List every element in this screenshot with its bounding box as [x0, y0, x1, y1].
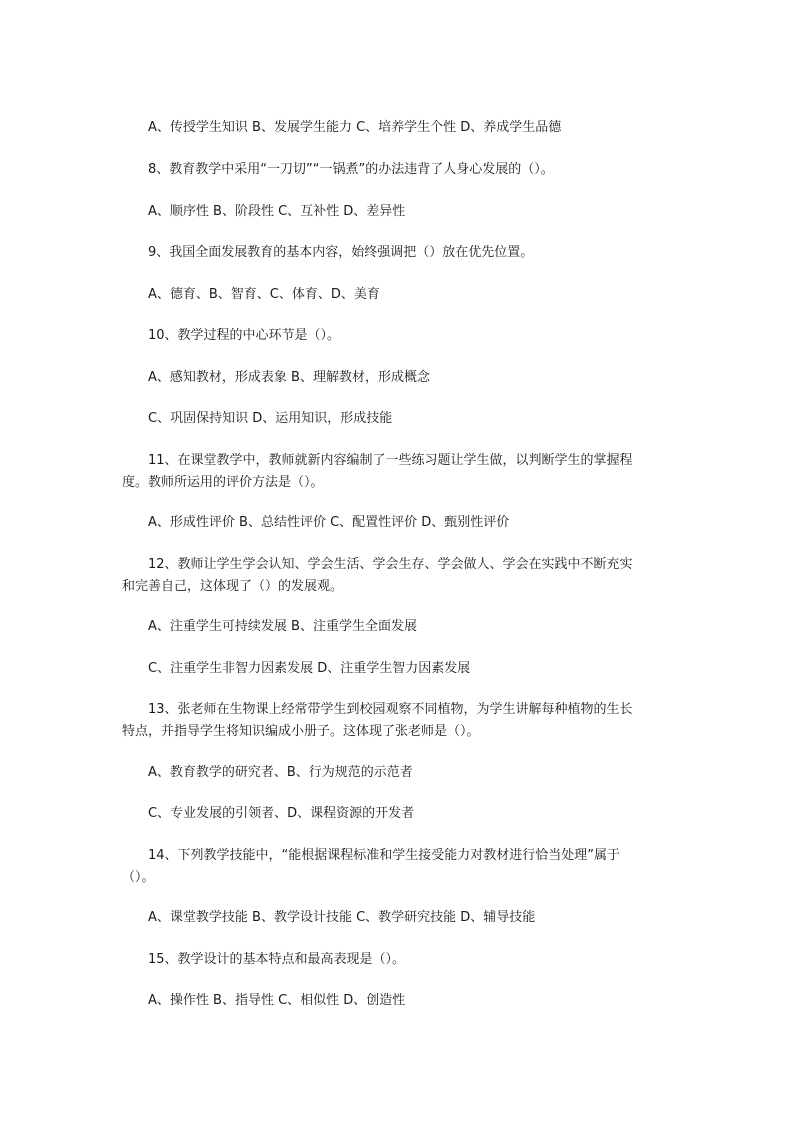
q9-question: 9、我国全面发展教育的基本内容，始终强调把（）放在优先位置。	[148, 245, 534, 260]
q14-question	[122, 845, 678, 889]
q15-question: 15、教学设计的基本特点和最高表现是（）。	[148, 952, 406, 967]
q14-line-1: 14、下列教学技能中，“能根据课程标准和学生接受能力对教材进行恰当处理”属于	[148, 848, 621, 863]
q14-line-2: （）。	[122, 870, 155, 885]
q11-line-2: 度。教师所运用的评价方法是（）。	[122, 475, 324, 490]
q11-question	[122, 450, 678, 494]
q10-options-cd: C、巩固保持知识 D、运用知识，形成技能	[148, 411, 393, 426]
q8-options: A、顺序性 B、阶段性 C、互补性 D、差异性	[148, 204, 406, 219]
q7-options: A、传授学生知识 B、发展学生能力 C、培养学生个性 D、养成学生品德	[148, 120, 562, 135]
q11-line-1: 11、在课堂教学中，教师就新内容编制了一些练习题让学生做，以判断学生的掌握程	[148, 453, 633, 468]
q13-line-2: 特点，并指导学生将知识编成小册子。这体现了张老师是（）。	[122, 724, 480, 739]
q12-options-cd: C、注重学生非智力因素发展 D、注重学生智力因素发展	[148, 661, 471, 676]
q11-options: A、形成性评价 B、总结性评价 C、配置性评价 D、甄别性评价	[148, 515, 510, 530]
q12-question	[122, 554, 678, 598]
q12-line-2: 和完善自己，这体现了（）的发展观。	[122, 579, 344, 594]
q14-options: A、课堂教学技能 B、教学设计技能 C、教学研究技能 D、辅导技能	[148, 910, 536, 925]
q8-question: 8、教育教学中采用“一刀切”“一锅煮”的办法违背了人身心发展的（）。	[148, 162, 554, 177]
q9-options: A、德育、B、智育、C、体育、D、美育	[148, 287, 380, 302]
q13-question	[122, 699, 678, 743]
q13-line-1: 13、张老师在生物课上经常带学生到校园观察不同植物，为学生讲解每种植物的生长	[148, 702, 633, 717]
q10-question: 10、教学过程的中心环节是（）。	[148, 328, 341, 343]
q13-options-ab: A、教育教学的研究者、B、行为规范的示范者	[148, 765, 413, 780]
q12-line-1: 12、教师让学生学会认知、学会生活、学会生存、学会做人、学会在实践中不断充实	[148, 557, 633, 572]
q12-options-ab: A、注重学生可持续发展 B、注重学生全面发展	[148, 619, 417, 634]
q10-options-ab: A、感知教材，形成表象 B、理解教材，形成概念	[148, 370, 430, 385]
q13-options-cd: C、专业发展的引领者、D、课程资源的开发者	[148, 806, 415, 821]
q15-options: A、操作性 B、指导性 C、相似性 D、创造性	[148, 993, 406, 1008]
